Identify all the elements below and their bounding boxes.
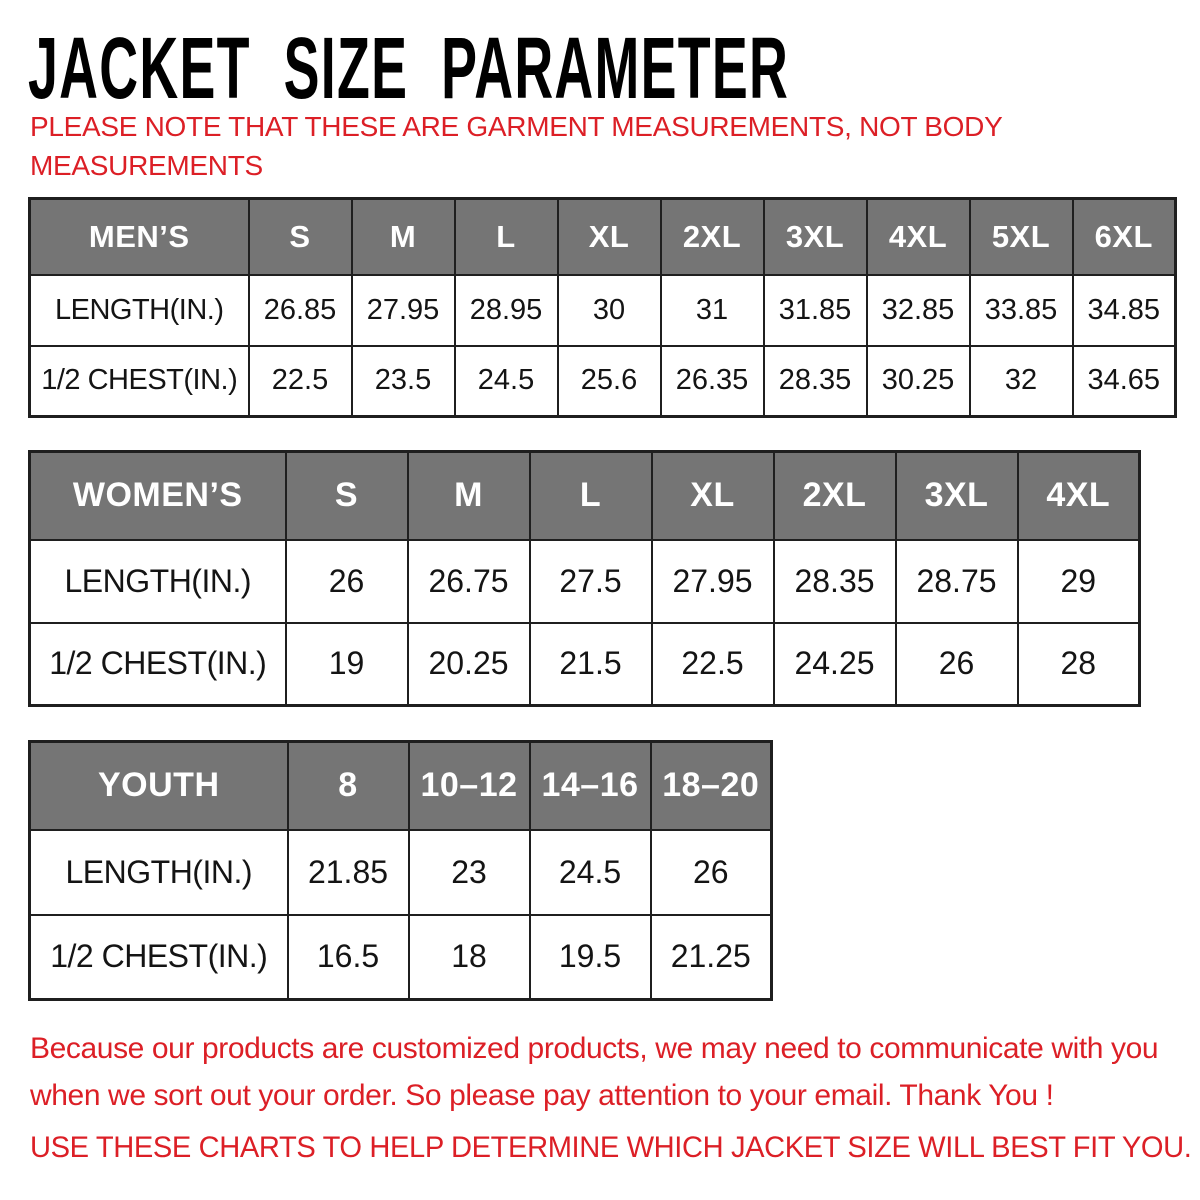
mens-value-cell-r1-c4: 26.35 xyxy=(661,346,764,417)
mens-value-cell-r0-c6: 32.85 xyxy=(867,275,970,346)
youth-size-table xyxy=(28,740,773,1001)
womens-value-cell-r1-c4: 24.25 xyxy=(774,623,896,706)
mens-size-header-5XL: 5XL xyxy=(970,199,1073,275)
womens-size-header-L: L xyxy=(530,452,652,540)
youth-value-cell-r0-c0: 21.85 xyxy=(288,830,409,915)
womens-value-cell-r1-c5: 26 xyxy=(896,623,1018,706)
womens-row-label-0: LENGTH(IN.) xyxy=(30,540,286,623)
womens-size-header-2XL: 2XL xyxy=(774,452,896,540)
garment-measurement-note-line2: MEASUREMENTS xyxy=(30,149,263,181)
customization-notice-line1: Because our products are customized products, we may need to communicate with you xyxy=(30,1032,1159,1065)
womens-value-cell-r1-c0: 19 xyxy=(286,623,408,706)
womens-size-header-XL: XL xyxy=(652,452,774,540)
mens-size-table xyxy=(28,197,1177,418)
mens-value-cell-r0-c5: 31.85 xyxy=(764,275,867,346)
mens-table-row-1 xyxy=(30,346,1176,417)
mens-group-header: MEN’S xyxy=(30,199,249,275)
womens-value-cell-r1-c6: 28 xyxy=(1018,623,1140,706)
usage-instruction: USE THESE CHARTS TO HELP DETERMINE WHICH JACKET SIZE WILL BEST FIT YOU. xyxy=(30,1131,1192,1164)
youth-table-row-1 xyxy=(30,915,772,1000)
customization-notice-line2: when we sort out your order. So please pay attention to your email. Thank You ! xyxy=(30,1078,1054,1112)
mens-value-cell-r1-c0: 22.5 xyxy=(249,346,352,417)
womens-value-cell-r0-c1: 26.75 xyxy=(408,540,530,623)
mens-size-header-2XL: 2XL xyxy=(661,199,764,275)
womens-value-cell-r0-c4: 28.35 xyxy=(774,540,896,623)
youth-size-header-10–12: 10–12 xyxy=(409,742,530,830)
womens-size-header-4XL: 4XL xyxy=(1018,452,1140,540)
womens-value-cell-r1-c3: 22.5 xyxy=(652,623,774,706)
mens-value-cell-r0-c8: 34.85 xyxy=(1073,275,1176,346)
mens-size-header-XL: XL xyxy=(558,199,661,275)
mens-size-header-L: L xyxy=(455,199,558,275)
customization-notice xyxy=(30,1026,1195,1120)
mens-size-header-4XL: 4XL xyxy=(867,199,970,275)
mens-value-cell-r1-c1: 23.5 xyxy=(352,346,455,417)
youth-size-header-8: 8 xyxy=(288,742,409,830)
page-title: JACKET SIZE PARAMETER xyxy=(28,18,790,117)
womens-size-header-M: M xyxy=(408,452,530,540)
mens-value-cell-r0-c2: 28.95 xyxy=(455,275,558,346)
mens-size-header-M: M xyxy=(352,199,455,275)
youth-size-header-18–20: 18–20 xyxy=(651,742,772,830)
womens-value-cell-r1-c1: 20.25 xyxy=(408,623,530,706)
youth-header-row xyxy=(30,742,772,830)
mens-size-header-6XL: 6XL xyxy=(1073,199,1176,275)
womens-value-cell-r0-c2: 27.5 xyxy=(530,540,652,623)
womens-row-label-1: 1/2 CHEST(IN.) xyxy=(30,623,286,706)
mens-value-cell-r0-c7: 33.85 xyxy=(970,275,1073,346)
womens-size-header-S: S xyxy=(286,452,408,540)
youth-row-label-0: LENGTH(IN.) xyxy=(30,830,288,915)
mens-table-row-0 xyxy=(30,275,1176,346)
mens-value-cell-r0-c0: 26.85 xyxy=(249,275,352,346)
mens-row-label-1: 1/2 CHEST(IN.) xyxy=(30,346,249,417)
youth-value-cell-r1-c3: 21.25 xyxy=(651,915,772,1000)
youth-row-label-1: 1/2 CHEST(IN.) xyxy=(30,915,288,1000)
youth-value-cell-r1-c2: 19.5 xyxy=(530,915,651,1000)
mens-row-label-0: LENGTH(IN.) xyxy=(30,275,249,346)
mens-value-cell-r0-c3: 30 xyxy=(558,275,661,346)
womens-header-row xyxy=(30,452,1140,540)
garment-measurement-note xyxy=(30,108,1002,185)
youth-value-cell-r0-c3: 26 xyxy=(651,830,772,915)
youth-value-cell-r0-c1: 23 xyxy=(409,830,530,915)
youth-value-cell-r0-c2: 24.5 xyxy=(530,830,651,915)
mens-value-cell-r1-c7: 32 xyxy=(970,346,1073,417)
mens-value-cell-r1-c5: 28.35 xyxy=(764,346,867,417)
womens-value-cell-r0-c0: 26 xyxy=(286,540,408,623)
womens-table-row-1 xyxy=(30,623,1140,706)
youth-size-header-14–16: 14–16 xyxy=(530,742,651,830)
mens-value-cell-r1-c3: 25.6 xyxy=(558,346,661,417)
mens-value-cell-r1-c2: 24.5 xyxy=(455,346,558,417)
youth-value-cell-r1-c0: 16.5 xyxy=(288,915,409,1000)
youth-value-cell-r1-c1: 18 xyxy=(409,915,530,1000)
mens-value-cell-r1-c8: 34.65 xyxy=(1073,346,1176,417)
womens-value-cell-r0-c5: 28.75 xyxy=(896,540,1018,623)
womens-table-row-0 xyxy=(30,540,1140,623)
mens-size-header-3XL: 3XL xyxy=(764,199,867,275)
youth-table-row-0 xyxy=(30,830,772,915)
womens-size-header-3XL: 3XL xyxy=(896,452,1018,540)
womens-value-cell-r0-c6: 29 xyxy=(1018,540,1140,623)
womens-value-cell-r0-c3: 27.95 xyxy=(652,540,774,623)
mens-value-cell-r1-c6: 30.25 xyxy=(867,346,970,417)
mens-value-cell-r0-c1: 27.95 xyxy=(352,275,455,346)
garment-measurement-note-line1: PLEASE NOTE THAT THESE ARE GARMENT MEASUREMENTS, NOT BODY xyxy=(30,111,1003,142)
mens-header-row xyxy=(30,199,1176,275)
mens-size-header-S: S xyxy=(249,199,352,275)
mens-value-cell-r0-c4: 31 xyxy=(661,275,764,346)
youth-group-header: YOUTH xyxy=(30,742,288,830)
womens-size-table xyxy=(28,450,1141,707)
womens-value-cell-r1-c2: 21.5 xyxy=(530,623,652,706)
womens-group-header: WOMEN’S xyxy=(30,452,286,540)
